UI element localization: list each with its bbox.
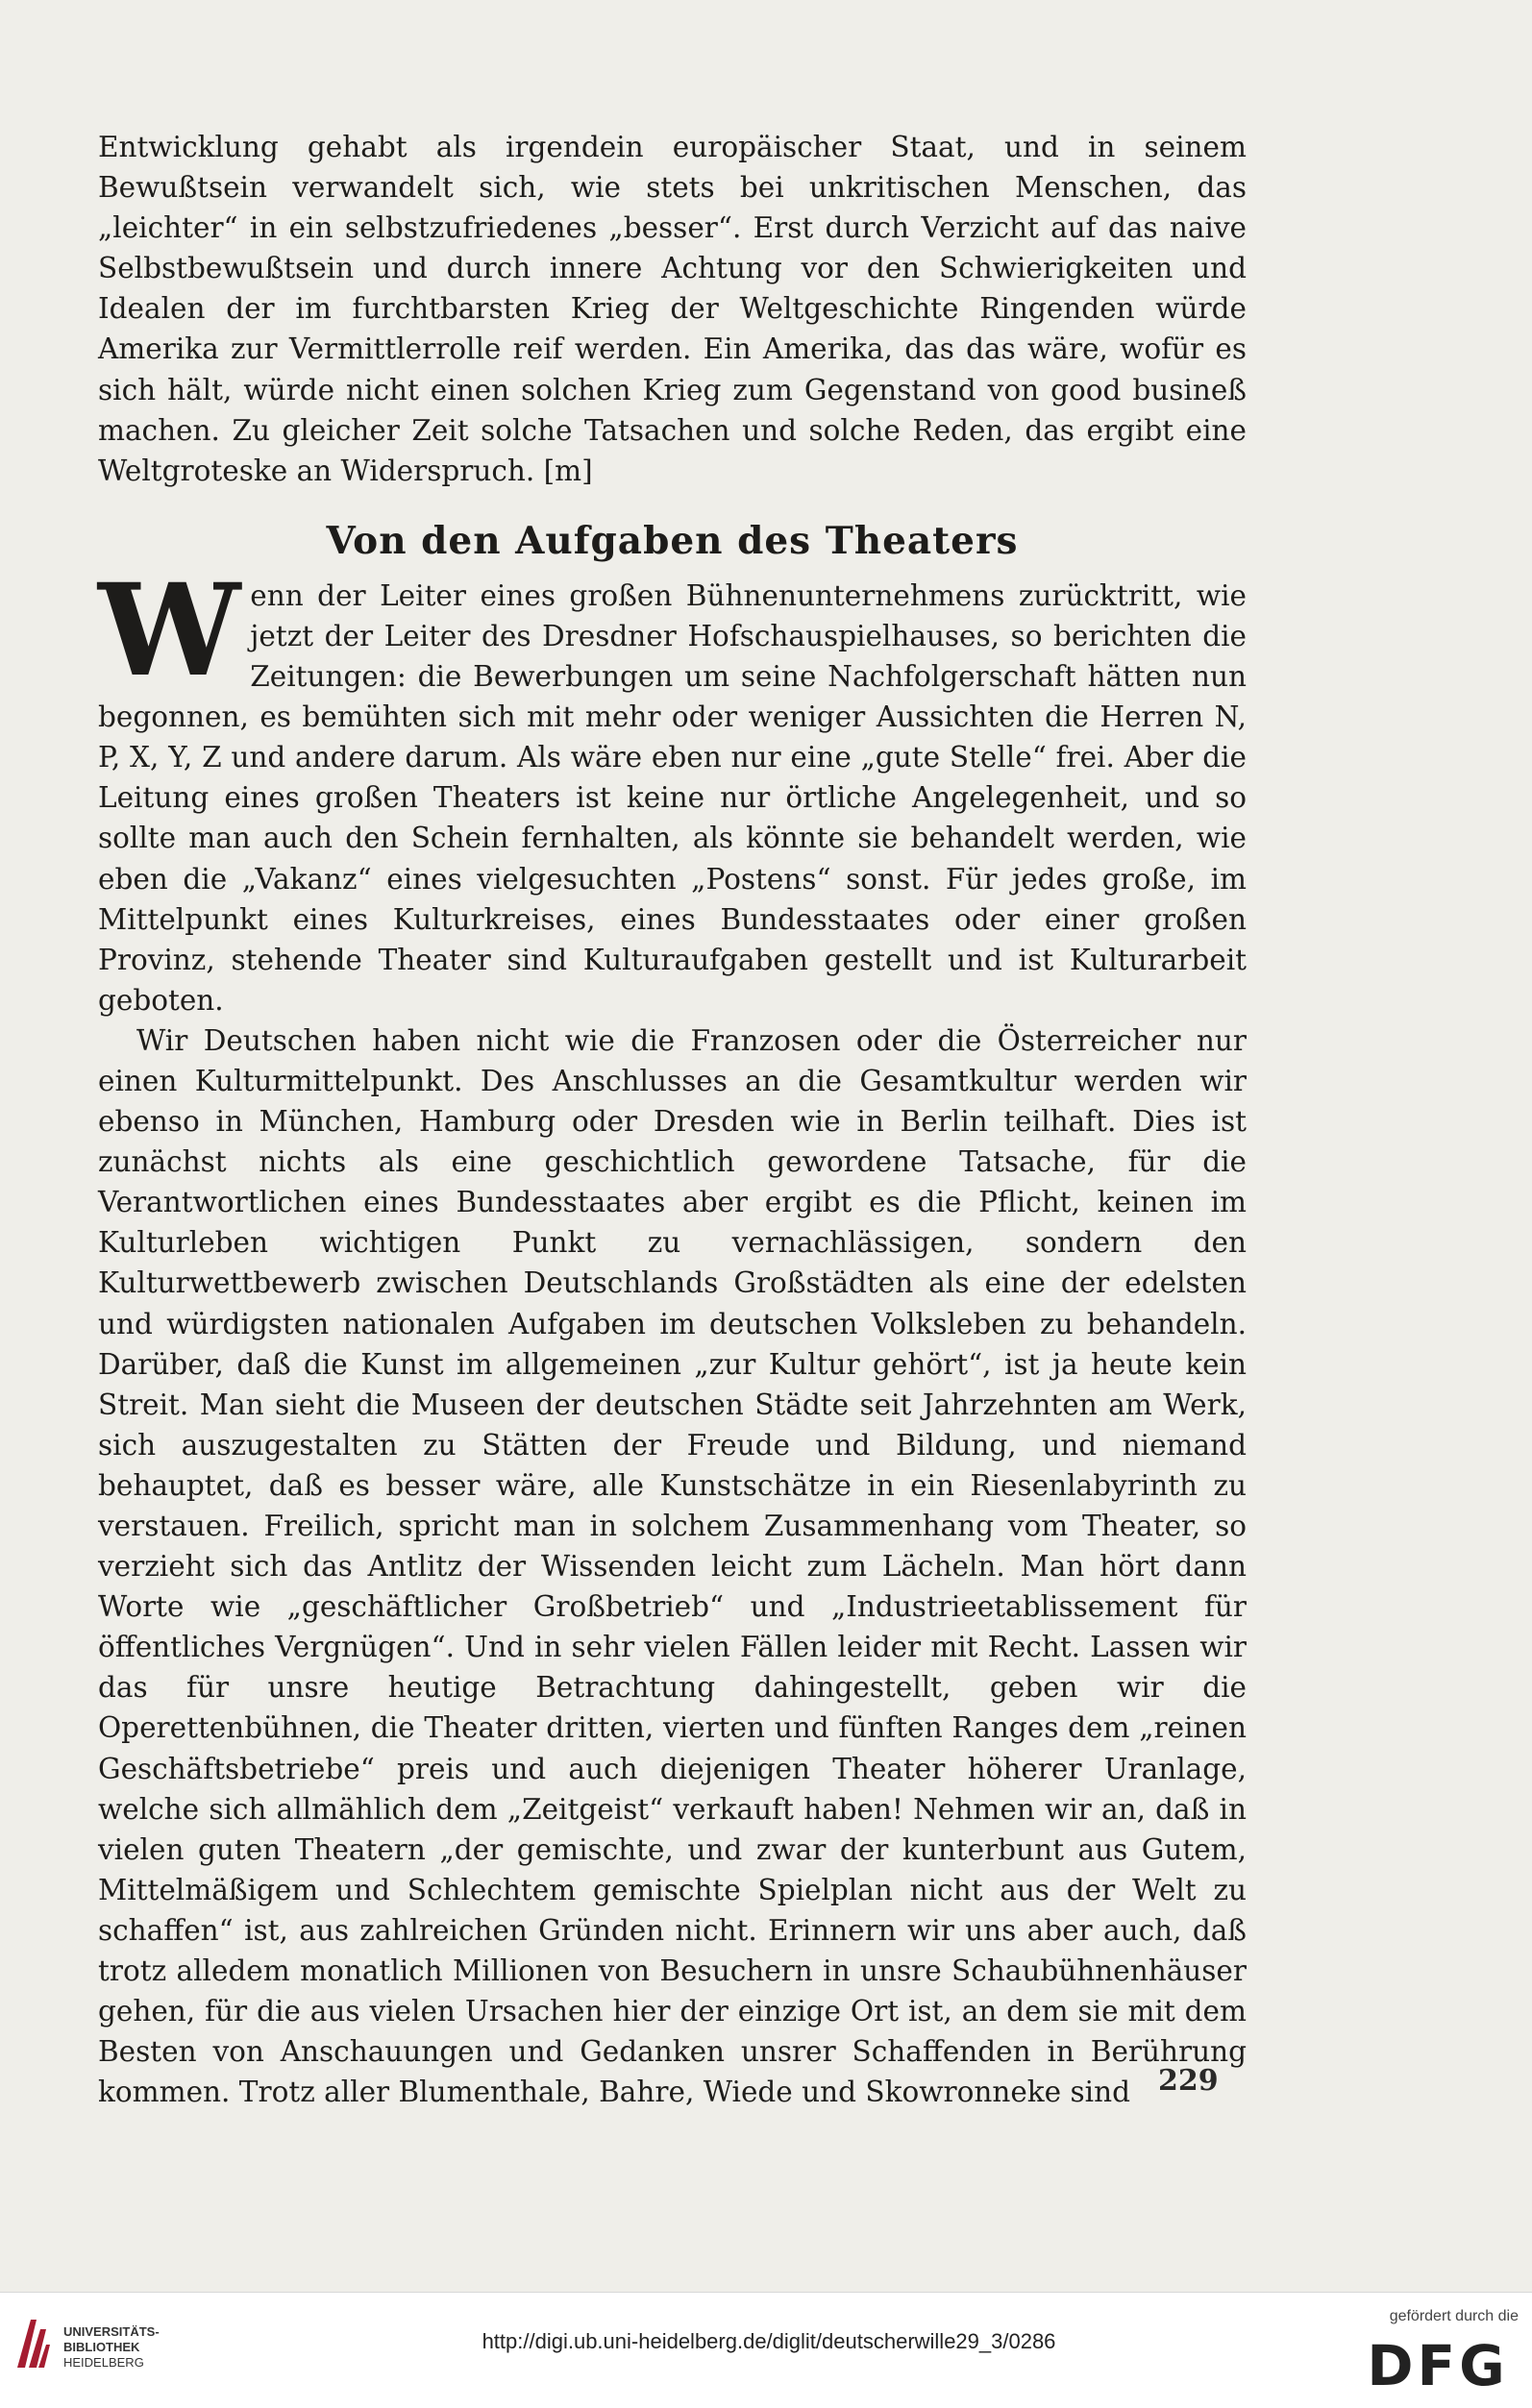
intro-paragraph: Entwicklung gehabt als irgendein europäischer Staat, und in seinem Bewußtsein verwandelt sich, wie stets bei unkritischen Menschen, das „leichter“ in ein selbstzufriedenes „besser“. Erst durch Verzicht auf das naive Selbstbewußtsein und durch innere Achtung vor den Schwierigkeiten und Idealen der im furchtbarsten Krieg der Weltgeschichte Ringenden würde Amerika zur Vermittlerrolle reif werden. Ein Amerika, das das wäre, wofür es sich hält, würde nicht einen solchen Krieg zum Gegenstand von good busineß machen. Zu gleicher Zeit solche Tatsachen und solche Reden, das ergibt eine Weltgroteske an Widerspruch. [m] [98, 131, 1247, 487]
dfg-logo-text: DFG [1367, 2335, 1509, 2393]
first-paragraph-text: enn der Leiter eines großen Bühnenunternehmens zurücktritt, wie jetzt der Leiter des Dresdner Hofschauspielhauses, so berichten die Zeitungen: die Bewerbungen um seine Nachfolgerschaft hätten nun begonnen, es bemühten sich mit mehr oder weniger Aussichten die Herren N, P, X, Y, Z und andere darum. Als wäre eben nur eine „gute Stelle“ frei. Aber die Leitung eines großen Theaters ist keine nur örtliche Angelegenheit, und so sollte man auch den Schein fernhalten, als könnte sie behandelt werden, wie eben die „Vakanz“ eines vielgesuchten „Postens“ sonst. Für jedes große, im Mittelpunkt eines Kulturkreises, eines Bundesstaates oder einer großen Provinz, stehende Theater sind Kulturaufgaben gestellt und ist Kulturarbeit geboten. [98, 578, 1247, 1017]
article-text [98, 127, 1247, 2112]
first-paragraph [98, 555, 1247, 1020]
footer-bar [0, 2292, 1532, 2408]
university-logo-icon [13, 2316, 52, 2371]
funded-by-label: gefördert durch die [1389, 2308, 1519, 2324]
section-heading: Von den Aufgaben des Theaters [326, 518, 1019, 563]
second-paragraph: Wir Deutschen haben nicht wie die Franzosen oder die Österreicher nur einen Kulturmittelpunkt. Des Anschlusses an die Gesamtkultur werden wir ebenso in München, Hamburg oder Dresden wie in Berlin teilhaft. Dies ist zunächst nichts als eine geschichtlich gewordene Tatsache, für die Verantwortlichen eines Bundesstaates aber ergibt es die Pflicht, keinen im Kulturleben wichtigen Punkt zu vernachlässigen, sondern den Kulturwettbewerb zwischen Deutschlands Großstädten als eine der edelsten und würdigsten nationalen Aufgaben im deutschen Volksleben zu behandeln. Darüber, daß die Kunst im allgemeinen „zur Kultur gehört“, ist ja heute kein Streit. Man sieht die Museen der deutschen Städte seit Jahrzehnten am Werk, sich auszugestalten zu Stätten der Freude und Bildung, und niemand behauptet, daß es besser wäre, alle Kunstschätze in ein Riesenlabyrinth zu verstauen. Freilich, spricht man in solchem Zusammenhang vom Theater, so verzieht sich das Antlitz der Wissenden leicht zum Lächeln. Man hört dann Worte wie „geschäftlicher Großbetrieb“ und „Industrieetablissement für öffentliches Vergnügen“. Und in sehr vielen Fällen leider mit Recht. Lassen wir das für unsre heutige Betrachtung dahingestellt, geben wir die Operettenbühnen, die Theater dritten, vierten und fünften Ranges dem „reinen Geschäftsbetriebe“ preis und auch diejenigen Theater höherer Uranlage, welche sich allmählich dem „Zeitgeist“ verkauft haben! Nehmen wir an, daß in vielen guten Theatern „der gemischte, und zwar der kunterbunt aus Gutem, Mittelmäßigem und Schlechtem gemischte Spielplan nicht aus der Welt zu schaffen“ ist, aus zahlreichen Gründen nicht. Erinnern wir uns aber auch, daß trotz alledem monatlich Millionen von Besuchern in unsre Schaubühnenhäuser gehen, für die aus vielen Ursachen hier der einzige Ort ist, an dem sie mit dem Besten von Anschauungen und Gedanken unsrer Schaffenden in Berührung kommen. Trotz aller Blumenthale, Bahre, Wiede und Skowronneke sind [98, 1023, 1247, 2109]
university-line: HEIDELBERG [63, 2355, 144, 2370]
university-line: BIBLIOTHEK [63, 2340, 140, 2354]
university-line: UNIVERSITÄTS- [63, 2324, 160, 2339]
source-url-link[interactable]: http://digi.ub.uni-heidelberg.de/diglit/deutscherwille29_3/0286 [482, 2329, 1056, 2353]
dfg-logo-icon [1357, 2335, 1519, 2393]
page-number: 229 [1158, 2064, 1219, 2098]
drop-cap: W [98, 555, 241, 705]
university-name [63, 2324, 160, 2371]
